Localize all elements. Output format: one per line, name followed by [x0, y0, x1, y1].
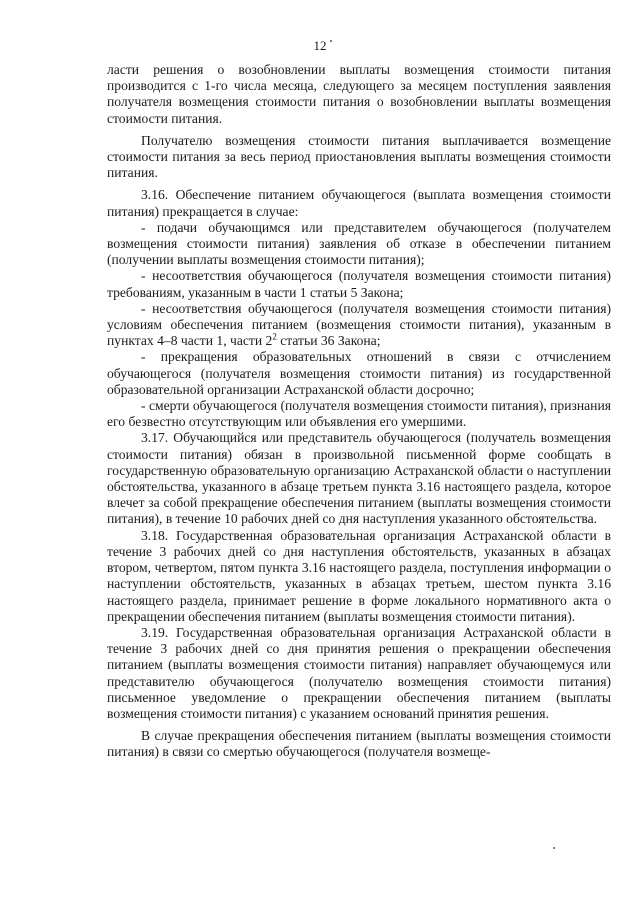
list-item-refusal: - подачи обучающимся или представителем обучающегося (получателем возмещения стоимости питания) заявления об отказе в обеспечении питанием (получении выплаты возмещения стоимости питания);: [107, 219, 611, 268]
list-item-expulsion: - прекращения образовательных отношений в связи с отчислением обучающегося (получателя возмещения стоимости питания) из государственной образовательной организации Астраханской области досрочно;: [107, 349, 611, 397]
page-number: 12: [313, 38, 327, 53]
paragraph-3-18: 3.18. Государственная образовательная организация Астраханской области в течение 3 рабочих дней со дня наступления обстоятельств, указанных в абзацах втором, четвертом, пятом пункта 3.16 настоящего раздела, поступления информации о наступлении обстоятельств, указанных в абзацах третьем, шестом пункта 3.16 настоящего раздела, принимает решение в форме локального нормативного акта о прекращении обеспечения питанием (выплаты возмещения стоимости питания).: [107, 527, 611, 624]
document-body: [107, 62, 611, 761]
scan-speck: [330, 40, 332, 42]
superscript: 2: [272, 331, 277, 342]
list-item-conditions-tail: статьи 36 Закона;: [276, 333, 381, 349]
list-item-requirements: - несоответствия обучающегося (получателя возмещения стоимости питания) требованиям, указанным в части 1 статьи 5 Закона;: [107, 268, 611, 300]
paragraph-continuation: ласти решения о возобновлении выплаты возмещения стоимости питания производится с 1-го числа месяца, следующего за месяцем поступления заявления получателя возмещения стоимости питания о возобновлении выплаты возмещения стоимости питания.: [107, 62, 611, 126]
paragraph-3-16: 3.16. Обеспечение питанием обучающегося (выплата возмещения стоимости питания) прекращается в случае:: [107, 187, 611, 219]
list-item-conditions-text: - несоответствия обучающегося (получателя возмещения стоимости питания) условиям обеспечения питанием (возмещения стоимости питания), указанным в пунктах 4–8 части 1, части 2: [107, 300, 611, 349]
paragraph-3-19: 3.19. Государственная образовательная организация Астраханской области в течение 3 рабочих дней со дня принятия решения о прекращении обеспечения питанием (выплаты возмещения стоимости питания) направляет обучающемуся или представителю обучающегося (получателю возмещения стоимости питания) письменное уведомление о прекращении обеспечения питанием (выплаты возмещения стоимости питания) с указанием оснований принятия решения.: [107, 624, 611, 721]
list-item-conditions: [107, 301, 611, 350]
paragraph-death-case: В случае прекращения обеспечения питанием (выплаты возмещения стоимости питания) в связи со смертью обучающегося (получателя возмеще-: [107, 728, 611, 760]
paragraph-payment-period: Получателю возмещения стоимости питания выплачивается возмещение стоимости питания за весь период приостановления выплаты возмещения стоимости питания.: [107, 132, 611, 181]
paragraph-3-17: 3.17. Обучающийся или представитель обучающегося (получатель возмещения стоимости питания) обязан в произвольной письменной форме сообщать в государственную образовательную организацию Астраханской области о наступлении обстоятельства, указанного в абзаце третьем пункта 3.16 настоящего раздела, которое влечет за собой прекращение обеспечения питанием (выплаты возмещения стоимости питания), в течение 10 рабочих дней со дня наступления указанного обстоятельства.: [107, 430, 611, 527]
scan-speck: [553, 847, 555, 849]
list-item-death: - смерти обучающегося (получателя возмещения стоимости питания), признания его безвестно отсутствующим или объявления его умершими.: [107, 398, 611, 430]
